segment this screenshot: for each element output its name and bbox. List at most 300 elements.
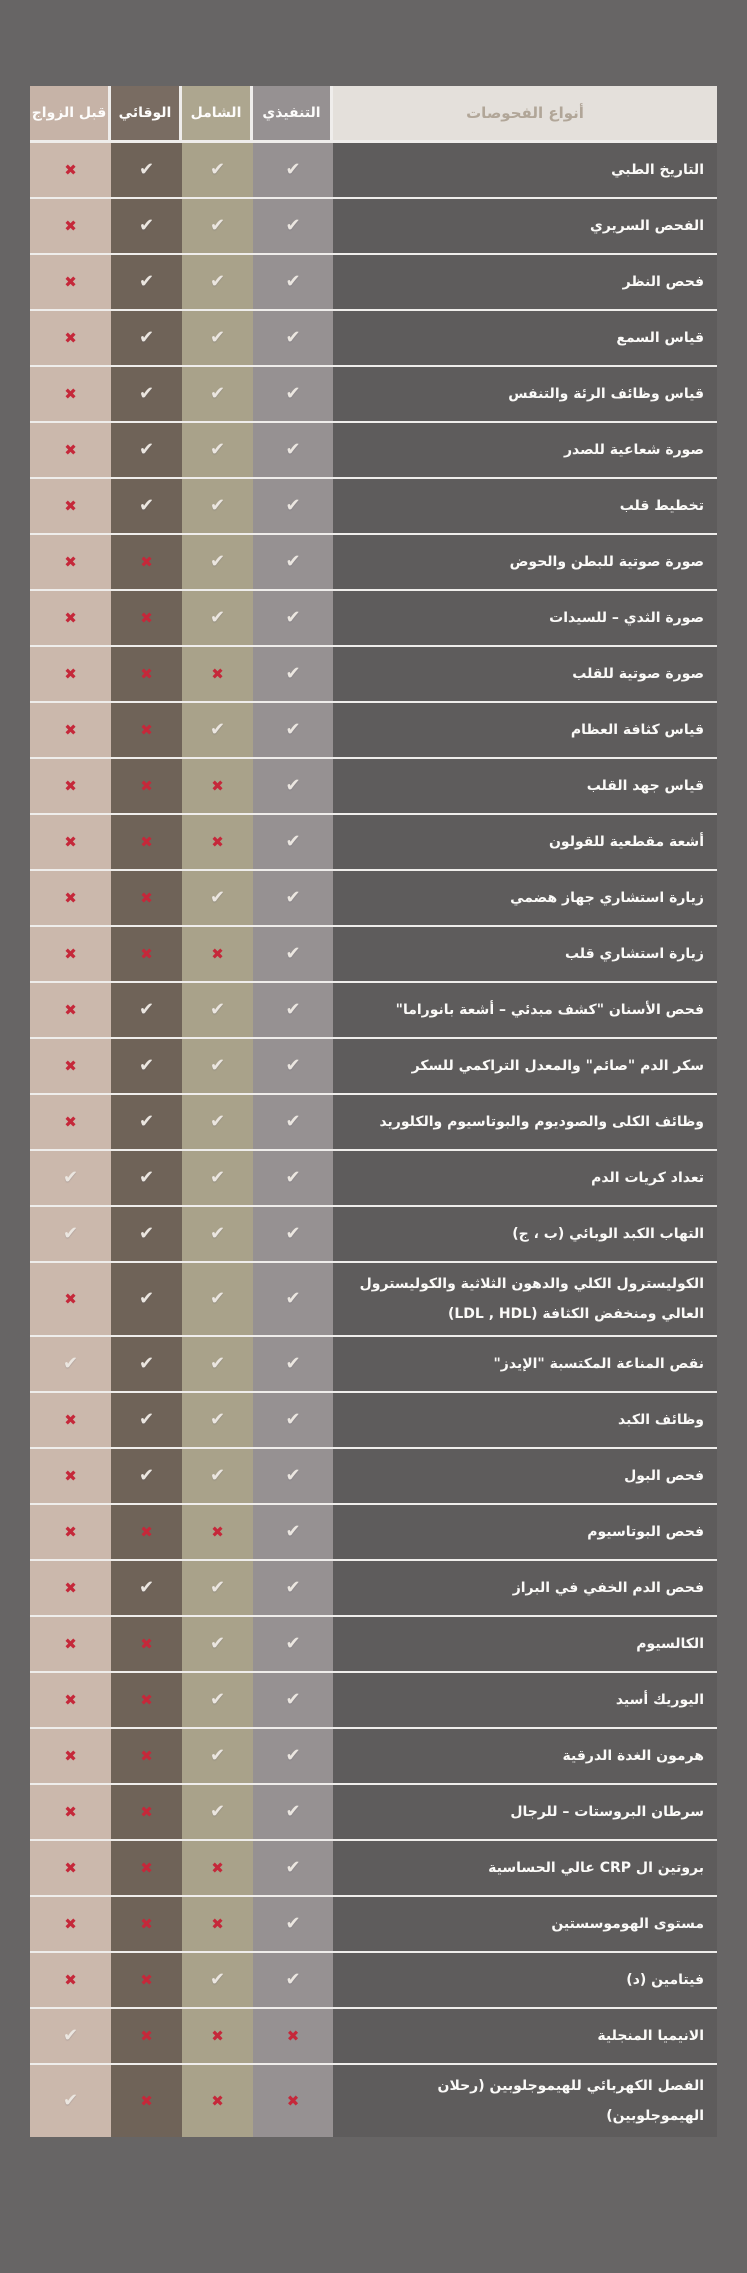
cross-icon: ✖ [211,1858,224,1877]
executive-mark-cell [253,1617,333,1671]
check-icon: ✔ [138,1223,155,1244]
executive-mark-cell [253,2009,333,2063]
premarital-mark-cell [30,1505,111,1559]
executive-mark-cell [253,255,333,309]
test-name-label: فحص النظر [622,273,704,290]
check-icon: ✔ [138,215,155,236]
check-icon: ✔ [209,1409,226,1431]
preventive-mark-cell [111,927,182,981]
check-icon: ✔ [285,1288,301,1310]
check-icon: ✔ [209,1969,226,1991]
check-icon: ✔ [285,1521,301,1543]
cross-icon: ✖ [64,888,77,907]
test-name-label: التاريخ الطبي [611,161,704,178]
check-icon: ✔ [138,1353,155,1375]
test-name-cell [333,1561,717,1615]
comprehensive-mark-cell [182,1207,253,1261]
premarital-mark-cell [30,1337,111,1391]
preventive-mark-cell [111,1841,182,1895]
check-icon: ✔ [285,215,301,236]
check-icon: ✔ [285,439,301,460]
premarital-mark-cell [30,2065,111,2137]
comprehensive-mark-cell [182,1449,253,1503]
premarital-mark-cell [30,143,111,197]
check-icon: ✔ [138,1288,155,1310]
preventive-header-label: الوقائي [118,105,172,121]
check-icon: ✔ [209,1745,226,1767]
cross-icon: ✖ [64,1289,77,1308]
cross-icon: ✖ [286,2026,300,2045]
comprehensive-mark-cell [182,367,253,421]
preventive-mark-cell [111,759,182,813]
preventive-mark-cell [111,1393,182,1447]
check-icon: ✔ [209,495,226,516]
preventive-mark-cell [111,1039,182,1093]
preventive-mark-cell [111,703,182,757]
table-row [30,1617,717,1673]
test-name-cell [333,703,717,757]
premarital-mark-cell [30,1953,111,2007]
table-row [30,1449,717,1505]
executive-header-label: التنفيذي [262,105,321,121]
check-icon: ✔ [209,1801,226,1823]
comprehensive-mark-cell [182,1561,253,1615]
preventive-mark-cell [111,1785,182,1839]
executive-mark-cell [253,1263,333,1335]
test-name-cell [333,1673,717,1727]
cross-icon: ✖ [140,1914,153,1933]
check-icon: ✔ [209,1689,226,1711]
preventive-mark-cell [111,367,182,421]
cross-icon: ✖ [140,2026,153,2045]
premarital-mark-cell [30,2009,111,2063]
executive-mark-cell [253,2065,333,2137]
check-icon: ✔ [285,1055,301,1076]
test-name-label: قياس وظائف الرئة والتنفس [508,385,704,402]
comprehensive-mark-cell [182,311,253,365]
table-row [30,871,717,927]
comprehensive-mark-cell [182,1039,253,1093]
test-name-cell [333,479,717,533]
table-row [30,647,717,703]
cross-icon: ✖ [140,664,153,683]
column-header-executive [253,86,333,140]
check-icon: ✔ [285,271,301,292]
preventive-mark-cell [111,2009,182,2063]
cross-icon: ✖ [64,440,77,459]
table-row [30,1953,717,2009]
check-icon: ✔ [285,1857,301,1879]
check-icon: ✔ [285,159,301,180]
test-name-cell [333,1263,717,1335]
executive-mark-cell [253,1449,333,1503]
check-icon: ✔ [285,831,301,852]
check-icon: ✔ [285,1969,301,1991]
cross-icon: ✖ [64,1112,77,1131]
table-row [30,423,717,479]
cross-icon: ✖ [64,776,77,795]
cross-icon: ✖ [211,944,224,963]
check-icon: ✔ [209,999,226,1020]
cross-icon: ✖ [64,1746,77,1765]
check-icon: ✔ [285,719,301,740]
premarital-mark-cell [30,423,111,477]
check-icon: ✔ [209,215,226,236]
test-name-cell [333,1729,717,1783]
comprehensive-mark-cell [182,1841,253,1895]
cross-icon: ✖ [140,552,153,571]
test-name-label: صورة شعاعية للصدر [564,441,704,458]
table-row [30,143,717,199]
premarital-mark-cell [30,1039,111,1093]
comprehensive-mark-cell [182,1617,253,1671]
test-name-label: تعداد كريات الدم [591,1169,704,1186]
check-icon: ✔ [138,1409,155,1431]
cross-icon: ✖ [64,1634,77,1653]
table-row [30,1729,717,1785]
comprehensive-mark-cell [182,1673,253,1727]
cross-icon: ✖ [64,160,77,179]
test-name-cell [333,591,717,645]
premarital-mark-cell [30,1673,111,1727]
cross-icon: ✖ [140,944,153,963]
comprehensive-mark-cell [182,1505,253,1559]
cross-icon: ✖ [64,608,77,627]
test-name-label: فحص البوتاسيوم [587,1524,704,1541]
check-icon: ✔ [209,1465,226,1487]
executive-mark-cell [253,423,333,477]
premarital-mark-cell [30,1561,111,1615]
cross-icon: ✖ [64,1858,77,1877]
check-icon: ✔ [138,1055,155,1076]
table-row [30,1337,717,1393]
cross-icon: ✖ [140,888,153,907]
test-name-label: وظائف الكبد [618,1412,704,1429]
preventive-mark-cell [111,1729,182,1783]
comprehensive-mark-cell [182,983,253,1037]
preventive-mark-cell [111,1617,182,1671]
cross-icon: ✖ [64,496,77,515]
table-row [30,2009,717,2065]
cross-icon: ✖ [140,1634,153,1653]
preventive-mark-cell [111,1151,182,1205]
cross-icon: ✖ [211,776,224,795]
premarital-mark-cell [30,1151,111,1205]
executive-mark-cell [253,983,333,1037]
test-name-cell [333,367,717,421]
cross-icon: ✖ [64,1914,77,1933]
check-icon: ✔ [62,1353,79,1375]
check-icon: ✔ [285,1745,301,1767]
premarital-mark-cell [30,479,111,533]
test-name-label: سرطان البروستات – للرجال [510,1804,704,1821]
test-name-cell [333,311,717,365]
executive-mark-cell [253,479,333,533]
test-name-cell [333,2009,717,2063]
preventive-mark-cell [111,1449,182,1503]
test-name-cell [333,1841,717,1895]
cross-icon: ✖ [211,1914,224,1933]
comprehensive-mark-cell [182,1151,253,1205]
test-name-label: فحص الدم الخفي في البراز [512,1580,704,1597]
check-icon: ✔ [285,383,301,404]
table-header-row [30,86,717,143]
check-icon: ✔ [209,1111,226,1132]
preventive-mark-cell [111,983,182,1037]
premarital-mark-cell [30,591,111,645]
comprehensive-mark-cell [182,2009,253,2063]
check-icon: ✔ [209,383,226,404]
check-icon: ✔ [209,887,226,908]
comprehensive-mark-cell [182,479,253,533]
table-row [30,1841,717,1897]
check-icon: ✔ [285,1223,301,1244]
cross-icon: ✖ [64,720,77,739]
executive-mark-cell [253,1841,333,1895]
comprehensive-mark-cell [182,1337,253,1391]
comprehensive-mark-cell [182,1393,253,1447]
medical-tests-comparison-table [30,86,717,2137]
test-name-label: صورة صوتية للقلب [572,665,704,682]
executive-mark-cell [253,1151,333,1205]
cross-icon: ✖ [64,1970,77,1989]
table-row [30,1393,717,1449]
executive-mark-cell [253,927,333,981]
premarital-mark-cell [30,1729,111,1783]
comprehensive-mark-cell [182,927,253,981]
table-row [30,1039,717,1095]
table-row [30,927,717,983]
preventive-mark-cell [111,1953,182,2007]
table-row [30,759,717,815]
check-icon: ✔ [285,1913,301,1935]
check-icon: ✔ [62,2090,79,2112]
comprehensive-mark-cell [182,591,253,645]
cross-icon: ✖ [140,1690,153,1709]
premarital-mark-cell [30,535,111,589]
check-icon: ✔ [209,1167,226,1188]
test-name-cell [333,143,717,197]
test-name-label: الكالسيوم [636,1636,704,1653]
cross-icon: ✖ [64,1522,77,1541]
test-name-label: فيتامين (د) [626,1972,704,1989]
preventive-mark-cell [111,1207,182,1261]
test-name-label: الانيميا المنجلية [597,2028,704,2045]
test-name-label: بروتين ال CRP عالي الحساسية [488,1860,704,1877]
preventive-mark-cell [111,1337,182,1391]
cross-icon: ✖ [211,832,224,851]
table-row [30,1151,717,1207]
test-types-header-label: أنواع الفحوصات [466,104,584,122]
premarital-mark-cell [30,199,111,253]
test-name-cell [333,1897,717,1951]
check-icon: ✔ [285,607,301,628]
comprehensive-mark-cell [182,1897,253,1951]
premarital-header-label: قبل الزواج [31,105,107,121]
check-icon: ✔ [285,551,301,572]
check-icon: ✔ [138,159,155,180]
comprehensive-mark-cell [182,1953,253,2007]
premarital-mark-cell [30,871,111,925]
executive-mark-cell [253,1953,333,2007]
premarital-mark-cell [30,1207,111,1261]
table-row [30,703,717,759]
test-name-label: صورة صوتية للبطن والحوض [509,553,704,570]
test-name-label: وظائف الكلى والصوديوم والبوتاسيوم والكلوريد [379,1113,704,1130]
executive-mark-cell [253,1729,333,1783]
test-name-cell [333,1449,717,1503]
column-header-test-types [333,86,717,140]
preventive-mark-cell [111,1095,182,1149]
cross-icon: ✖ [64,272,77,291]
executive-mark-cell [253,1785,333,1839]
premarital-mark-cell [30,647,111,701]
check-icon: ✔ [285,999,301,1020]
check-icon: ✔ [209,1577,226,1599]
table-row [30,1897,717,1953]
test-name-cell [333,1151,717,1205]
executive-mark-cell [253,1897,333,1951]
cross-icon: ✖ [140,1522,153,1541]
check-icon: ✔ [209,327,226,348]
preventive-mark-cell [111,1673,182,1727]
test-name-label: فحص الأسنان "كشف مبدئي – أشعة بانوراما" [395,1001,704,1018]
preventive-mark-cell [111,311,182,365]
check-icon: ✔ [62,1223,79,1244]
comprehensive-mark-cell [182,1785,253,1839]
comprehensive-mark-cell [182,703,253,757]
cross-icon: ✖ [140,1802,153,1821]
test-name-cell [333,1785,717,1839]
executive-mark-cell [253,1207,333,1261]
test-name-label: الكوليسترول الكلي والدهون الثلاثية والكوليسترول العالي ومنخفض الكثافة (LDL , HDL) [359,1276,704,1323]
cross-icon: ✖ [64,328,77,347]
executive-mark-cell [253,647,333,701]
cross-icon: ✖ [64,832,77,851]
check-icon: ✔ [209,439,226,460]
cross-icon: ✖ [64,1000,77,1019]
preventive-mark-cell [111,815,182,869]
check-icon: ✔ [138,439,155,460]
test-name-cell [333,1095,717,1149]
check-icon: ✔ [209,607,226,628]
check-icon: ✔ [209,719,226,740]
comprehensive-mark-cell [182,535,253,589]
test-name-label: تخطيط قلب [619,497,704,514]
test-name-cell [333,1953,717,2007]
premarital-mark-cell [30,927,111,981]
executive-mark-cell [253,199,333,253]
cross-icon: ✖ [64,552,77,571]
cross-icon: ✖ [64,944,77,963]
cross-icon: ✖ [211,664,224,683]
comprehensive-mark-cell [182,423,253,477]
test-name-cell [333,2065,717,2137]
preventive-mark-cell [111,143,182,197]
cross-icon: ✖ [64,216,77,235]
comprehensive-mark-cell [182,1263,253,1335]
comprehensive-mark-cell [182,647,253,701]
premarital-mark-cell [30,1785,111,1839]
preventive-mark-cell [111,255,182,309]
cross-icon: ✖ [140,1746,153,1765]
check-icon: ✔ [138,327,155,348]
test-name-cell [333,759,717,813]
table-row [30,479,717,535]
test-name-label: زيارة استشاري جهاز هضمي [510,889,704,906]
table-body [30,143,717,2137]
test-name-label: قياس جهد القلب [586,777,704,794]
premarital-mark-cell [30,703,111,757]
premarital-mark-cell [30,759,111,813]
check-icon: ✔ [209,1055,226,1076]
check-icon: ✔ [209,159,226,180]
table-row [30,1561,717,1617]
premarital-mark-cell [30,983,111,1037]
executive-mark-cell [253,143,333,197]
check-icon: ✔ [62,1167,79,1188]
test-name-cell [333,199,717,253]
check-icon: ✔ [209,1633,226,1655]
table-row [30,255,717,311]
cross-icon: ✖ [140,832,153,851]
check-icon: ✔ [138,271,155,292]
executive-mark-cell [253,871,333,925]
check-icon: ✔ [138,383,155,404]
check-icon: ✔ [138,1111,155,1132]
cross-icon: ✖ [64,664,77,683]
preventive-mark-cell [111,423,182,477]
cross-icon: ✖ [140,776,153,795]
premarital-mark-cell [30,255,111,309]
cross-icon: ✖ [64,1690,77,1709]
executive-mark-cell [253,367,333,421]
table-row [30,1673,717,1729]
test-name-cell [333,647,717,701]
table-row [30,591,717,647]
executive-mark-cell [253,1337,333,1391]
test-name-label: سكر الدم "صائم" والمعدل التراكمي للسكر [411,1057,704,1074]
preventive-mark-cell [111,1897,182,1951]
table-row [30,2065,717,2137]
test-name-cell [333,535,717,589]
cross-icon: ✖ [64,1056,77,1075]
column-header-preventive [111,86,182,140]
comprehensive-header-label: الشامل [190,105,242,121]
test-name-cell [333,1393,717,1447]
premarital-mark-cell [30,1897,111,1951]
test-name-cell [333,423,717,477]
test-name-label: هرمون الغدة الدرقية [562,1748,704,1765]
test-name-cell [333,871,717,925]
table-row [30,535,717,591]
executive-mark-cell [253,815,333,869]
executive-mark-cell [253,1561,333,1615]
table-row [30,1263,717,1337]
premarital-mark-cell [30,1617,111,1671]
check-icon: ✔ [285,1689,301,1711]
cross-icon: ✖ [140,2091,153,2110]
test-name-label: الفصل الكهربائي للهيموجلوبين (رحلان الهيموجلوبين) [437,2078,704,2125]
comprehensive-mark-cell [182,255,253,309]
executive-mark-cell [253,591,333,645]
comprehensive-mark-cell [182,759,253,813]
cross-icon: ✖ [64,384,77,403]
table-row [30,1505,717,1561]
table-row [30,1207,717,1263]
check-icon: ✔ [285,1111,301,1132]
cross-icon: ✖ [211,2026,224,2045]
